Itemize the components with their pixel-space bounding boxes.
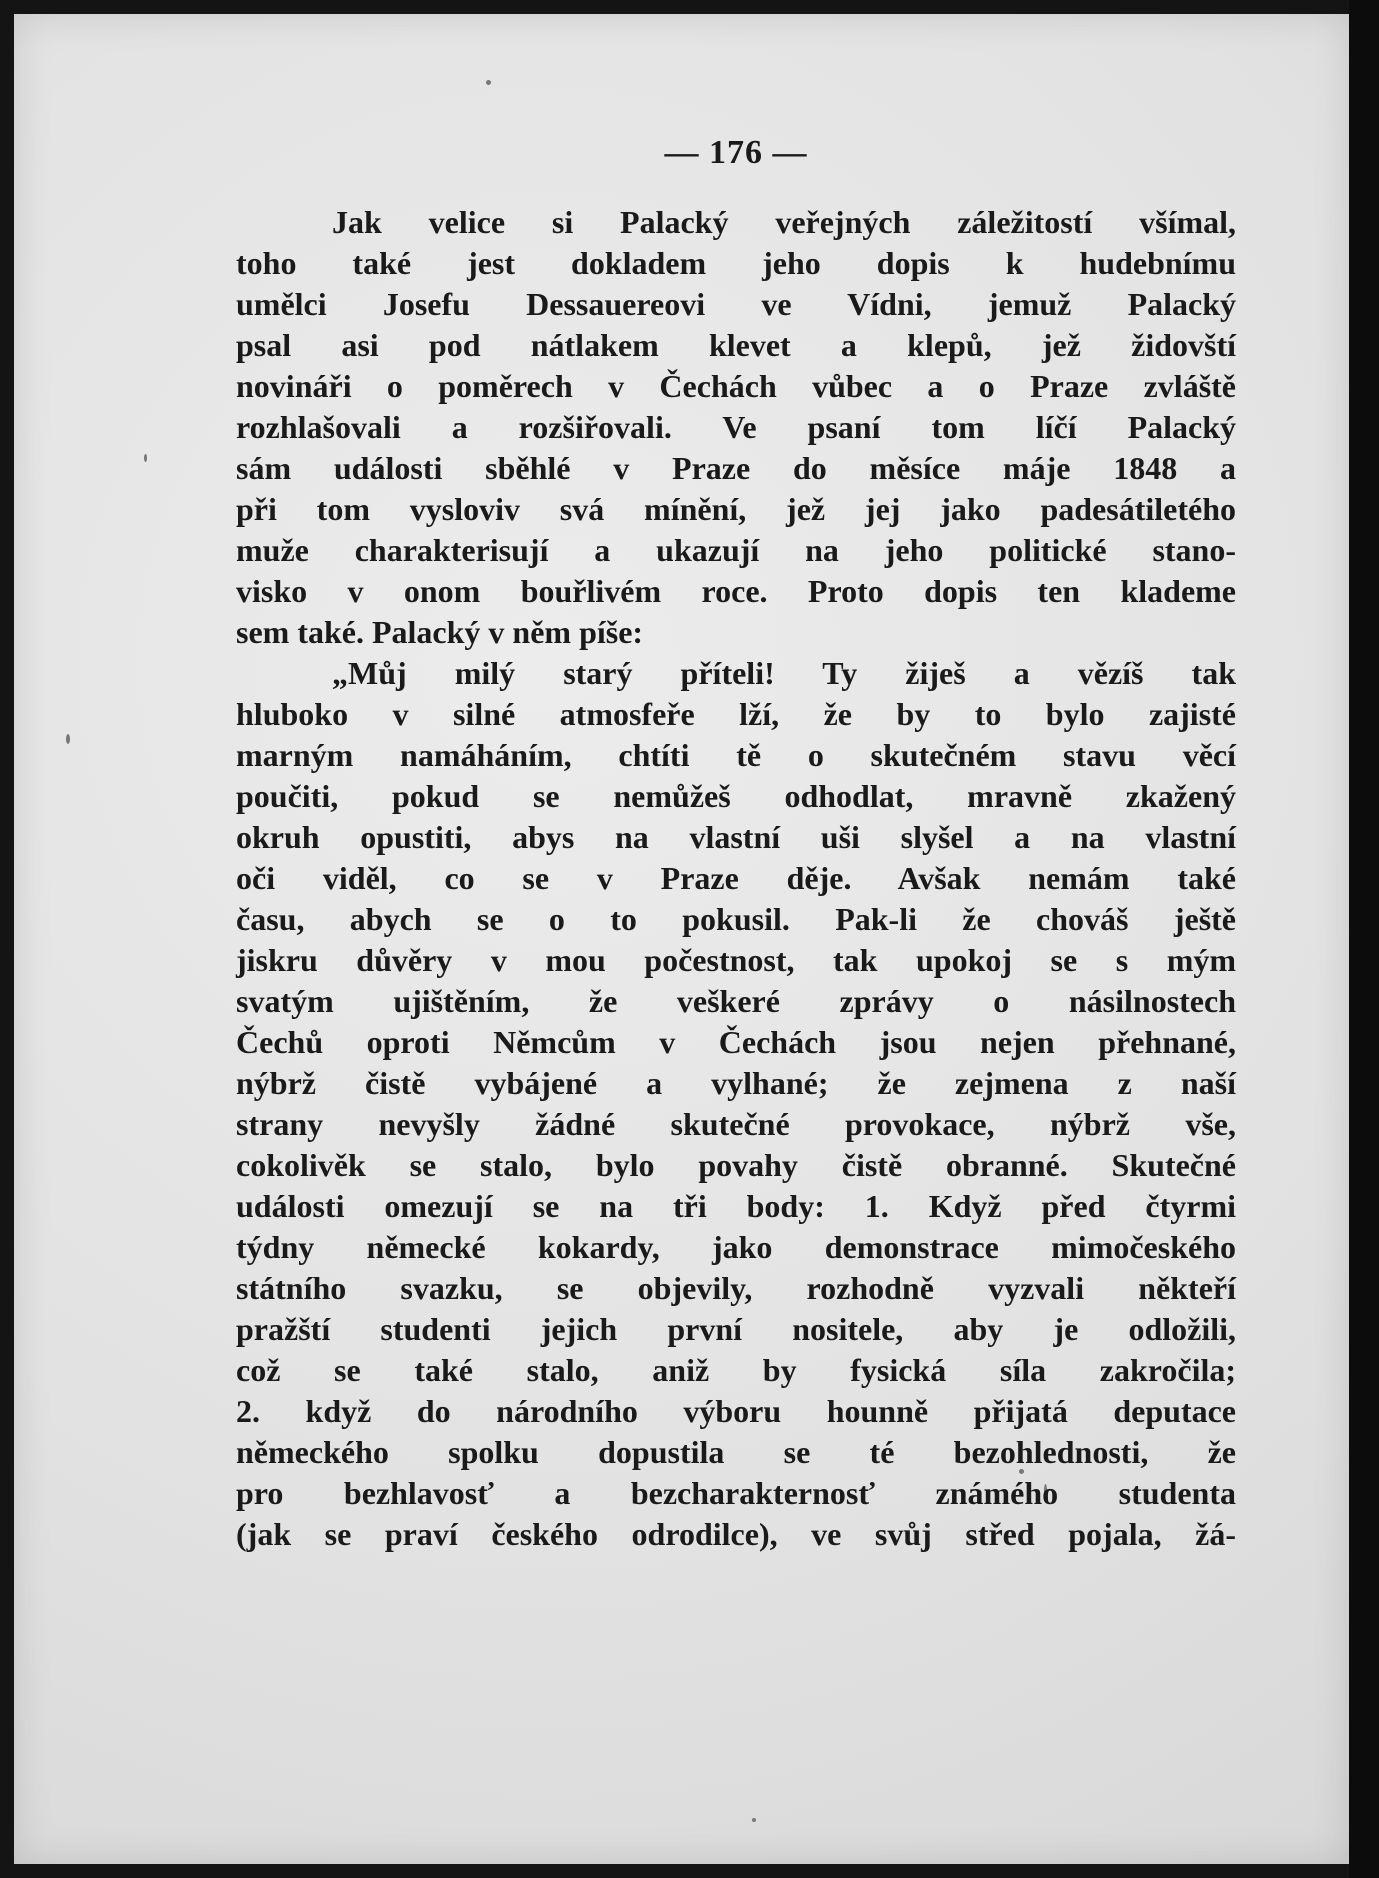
text-line: rozhlašovali a rozšiřovali. Ve psaní tom líčí Palacký <box>236 409 1236 445</box>
text-line: pro bezhlavosť a bezcharakternosť známého studenta <box>236 1475 1236 1511</box>
text-line: týdny německé kokardy, jako demonstrace mimočeského <box>236 1229 1236 1265</box>
text-line: sem také. Palacký v něm píše: <box>236 614 644 650</box>
text-line: jiskru důvěry v mou počestnost, tak upokoj se s mým <box>236 942 1236 978</box>
text-line: strany nevyšly žádné skutečné provokace, nýbrž vše, <box>236 1106 1236 1142</box>
text-line: toho také jest dokladem jeho dopis k hudebnímu <box>236 245 1236 281</box>
text-line: poučiti, pokud se nemůžeš odhodlat, mravně zkažený <box>236 778 1236 814</box>
book-page <box>14 14 1349 1864</box>
text-line: 2. když do národního výboru hounně přijatá deputace <box>236 1393 1236 1429</box>
text-line: při tom vysloviv svá mínění, jež jej jako padesátiletého <box>236 491 1236 527</box>
text-line: muže charakterisují a ukazují na jeho politické stano- <box>236 532 1236 568</box>
text-line: umělci Josefu Dessauereovi ve Vídni, jemuž Palacký <box>236 286 1236 322</box>
paper-speck <box>144 454 147 462</box>
paper-speck <box>752 1818 756 1822</box>
text-line: oči viděl, co se v Praze děje. Avšak nemám také <box>236 860 1236 896</box>
text-line: cokolivěk se stalo, bylo povahy čistě obranné. Skutečné <box>236 1147 1236 1183</box>
text-line: pražští studenti jejich první nositele, aby je odložili, <box>236 1311 1236 1347</box>
text-line: hluboko v silné atmosfeře lží, že by to bylo zajisté <box>236 696 1236 732</box>
text-line: psal asi pod nátlakem klevet a klepů, jež židovští <box>236 327 1236 363</box>
scan-edge <box>1349 0 1379 1878</box>
page-number: — 176 — <box>664 134 808 171</box>
paper-speck <box>66 734 70 744</box>
text-line: času, abych se o to pokusil. Pak-li že chováš ještě <box>236 901 1236 937</box>
text-line: Čechů oproti Němcům v Čechách jsou nejen přehnané, <box>236 1024 1236 1060</box>
text-line: nýbrž čistě vybájené a vylhané; že zejmena z naší <box>236 1065 1236 1101</box>
text-line: což se také stalo, aniž by fysická síla zakročila; <box>236 1352 1236 1388</box>
text-line: Jak velice si Palacký veřejných záležitostí všímal, <box>332 204 1236 240</box>
paper-speck <box>486 80 491 85</box>
text-line: německého spolku dopustila se té bezohlednosti, že <box>236 1434 1236 1470</box>
text-line: marným namáháním, chtíti tě o skutečném stavu věcí <box>236 737 1236 773</box>
text-line: okruh opustiti, abys na vlastní uši slyšel a na vlastní <box>236 819 1236 855</box>
text-line: (jak se praví českého odrodilce), ve svůj střed pojala, žá- <box>236 1516 1236 1552</box>
text-line: státního svazku, se objevily, rozhodně vyzvali někteří <box>236 1270 1236 1306</box>
text-line: visko v onom bouřlivém roce. Proto dopis ten klademe <box>236 573 1236 609</box>
text-line: události omezují se na tři body: 1. Když před čtyrmi <box>236 1188 1236 1224</box>
text-line: svatým ujištěním, že veškeré zprávy o násilnostech <box>236 983 1236 1019</box>
text-line: „Můj milý starý příteli! Ty žiješ a vězíš tak <box>332 655 1236 691</box>
text-line: novináři o poměrech v Čechách vůbec a o Praze zvláště <box>236 368 1236 404</box>
text-line: sám události sběhlé v Praze do měsíce máje 1848 a <box>236 450 1236 486</box>
